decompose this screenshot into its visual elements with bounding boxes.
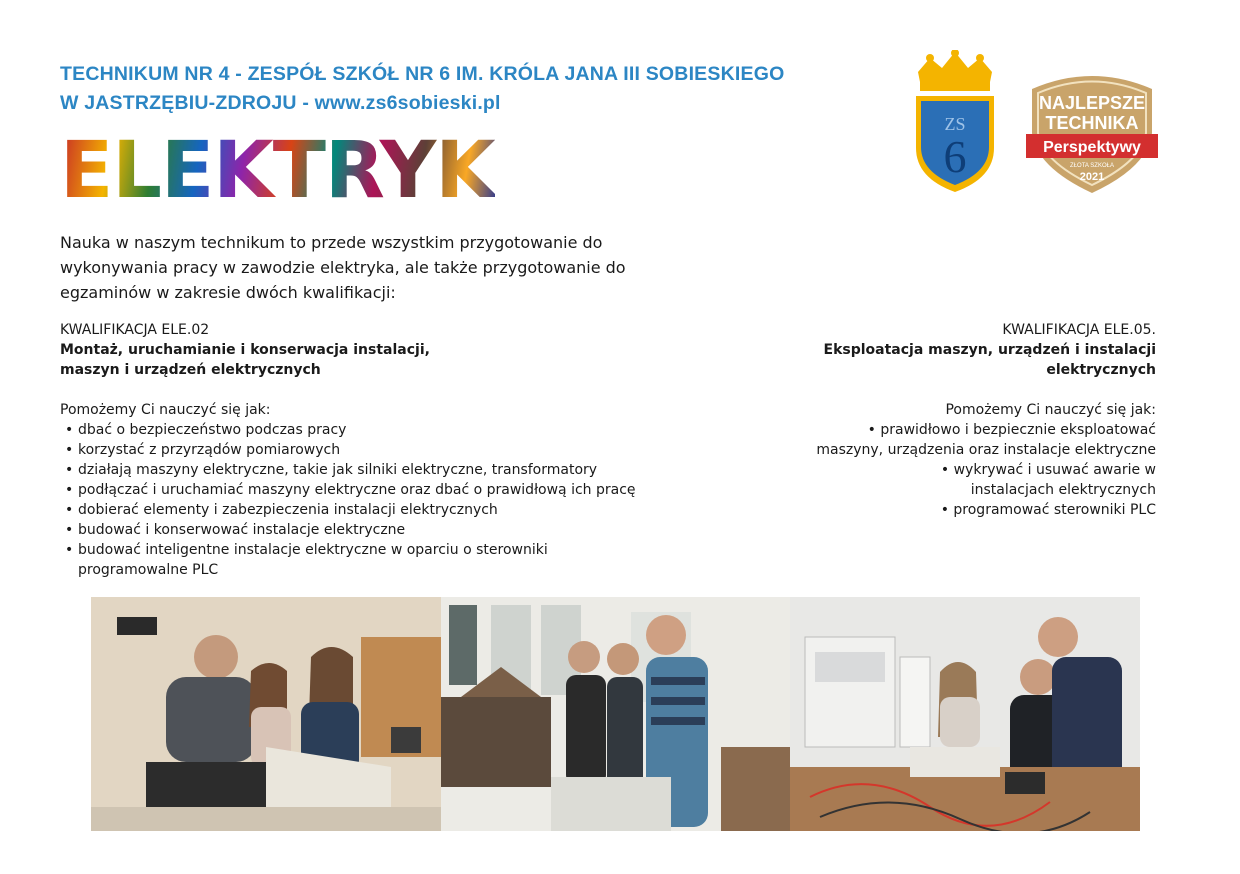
badge-line2: TECHNIKA: [1045, 113, 1139, 133]
list-item: • podłączać i uruchamiać maszyny elektryczne oraz dbać o prawidłową ich pracę: [60, 480, 700, 500]
photo-strip: [91, 597, 1140, 831]
list-item: • prawidłowo i bezpiecznie eksploatować maszyny, urządzenia oraz instalacje elektryczne: [806, 420, 1156, 460]
qualification-name-line2: elektrycznych: [1046, 362, 1156, 378]
list-item: • budować i konserwować instalacje elektryczne: [60, 520, 700, 540]
skills-list: [736, 420, 1156, 520]
list-item: • dbać o bezpieczeństwo podczas pracy: [60, 420, 700, 440]
page-title: ELEKTRYK: [60, 126, 495, 216]
list-item: • dobierać elementy i zabezpieczenia instalacji elektrycznych: [60, 500, 700, 520]
list-item: • wykrywać i usuwać awarie w instalacjach elektrycznych: [886, 460, 1156, 500]
badge-small: ZŁOTA SZKOŁA: [1070, 163, 1114, 169]
list-item: • działają maszyny elektryczne, takie jak silniki elektryczne, transformatory: [60, 460, 700, 480]
qualification-name-line1: Montaż, uruchamianie i konserwacja instalacji,: [60, 342, 430, 358]
list-item: • programować sterowniki PLC: [736, 500, 1156, 520]
qualification-code: KWALIFIKACJA ELE.02: [60, 322, 210, 338]
qualification-name-line1: Eksploatacja maszyn, urządzeń i instalacji: [823, 342, 1156, 358]
skills-list: [60, 420, 700, 580]
qualification-code: KWALIFIKACJA ELE.05.: [1002, 322, 1156, 338]
list-item: • korzystać z przyrządów pomiarowych: [60, 440, 700, 460]
qualification-name-line2: maszyn i urządzeń elektrycznych: [60, 362, 321, 378]
photo-teacher-students: [441, 597, 791, 831]
qualification-ele02: [60, 320, 700, 580]
list-item: • budować inteligentne instalacje elektryczne w oparciu o sterowniki programowalne PLC: [60, 540, 598, 580]
badge-year: 2021: [1079, 171, 1105, 183]
school-crest-icon: [912, 50, 998, 196]
help-heading: Pomożemy Ci nauczyć się jak:: [945, 402, 1156, 418]
school-header-line2[interactable]: W JASTRZĘBIU-ZDROJU - www.zs6sobieski.pl: [60, 92, 501, 114]
badge-line1: NAJLEPSZE: [1038, 93, 1146, 113]
school-header: [60, 60, 784, 118]
najlepsze-technika-badge-icon: [1024, 55, 1160, 195]
photo-electrical-lab: [790, 597, 1140, 831]
crest-letters: ZS: [944, 114, 966, 134]
intro-text: Nauka w naszym technikum to przede wszystkim przygotowanie do wykonywania pracy w zawodzie elektryka, ale także przygotowanie do egzaminów w zakresie dwóch kwalifikacji:: [60, 233, 626, 302]
qualification-ele05: [736, 320, 1156, 520]
crest-number: 6: [943, 131, 967, 182]
photo-students-measuring: [91, 597, 441, 831]
school-header-line1: TECHNIKUM NR 4 - ZESPÓŁ SZKÓŁ NR 6 IM. KRÓLA JANA III SOBIESKIEGO: [60, 63, 785, 85]
help-heading: Pomożemy Ci nauczyć się jak:: [60, 402, 271, 418]
badge-brand: Perspektywy: [1043, 139, 1141, 156]
